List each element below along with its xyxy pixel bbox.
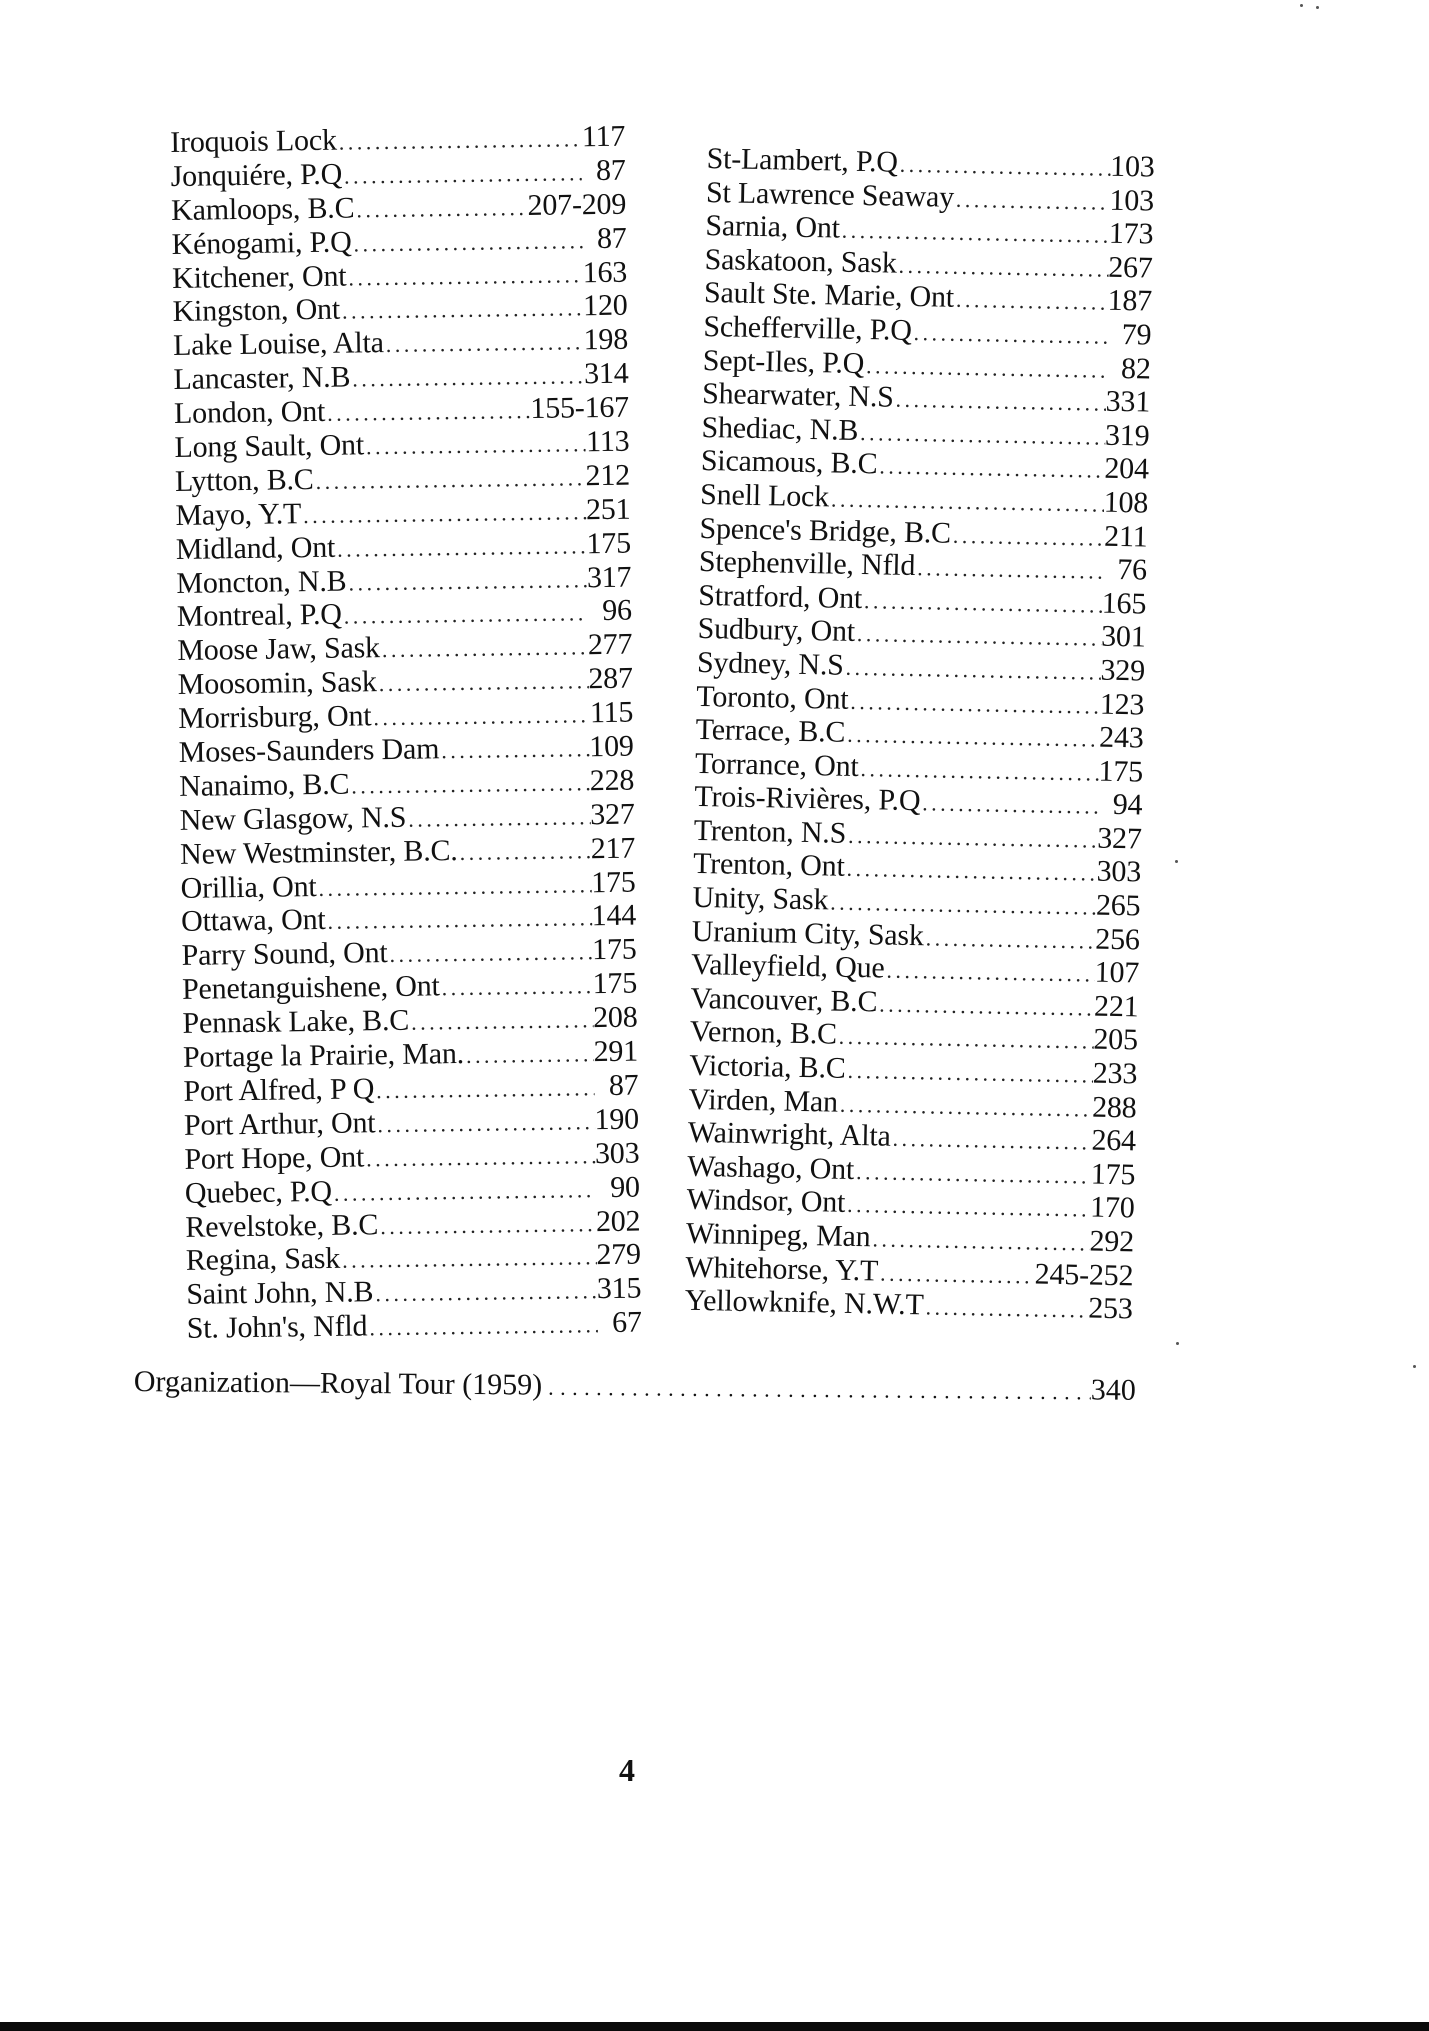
- dot-leader: [884, 954, 1095, 992]
- index-entry-name: Ottawa, Ont: [180, 903, 326, 939]
- index-entry-name: Kamloops, B.C: [170, 191, 355, 227]
- index-entry: [178, 696, 633, 736]
- index-entry: [186, 1238, 641, 1278]
- scan-speck: [1175, 860, 1178, 863]
- index-entry-page: 267: [1107, 250, 1153, 285]
- dot-leader: [342, 597, 589, 634]
- index-entry-page: 340: [1090, 1373, 1136, 1407]
- index-entry-name: Penetanguishene, Ont: [181, 969, 440, 1007]
- index-entry-page: 243: [1098, 720, 1144, 755]
- index-entry-page: 205: [1093, 1023, 1139, 1057]
- index-column-left: [170, 120, 642, 1346]
- dot-leader: [374, 1071, 595, 1108]
- index-entry-page: 117: [581, 119, 626, 154]
- index-entry-name: Saskatoon, Sask: [704, 242, 898, 280]
- dot-leader: [920, 787, 1099, 824]
- dot-leader: [349, 766, 590, 803]
- index-entry-name: Nanaimo, B.C: [178, 767, 350, 803]
- index-entry-page: 303: [1096, 855, 1142, 889]
- index-entry-page: 115: [589, 695, 634, 730]
- index-entry-name: Virden, Man: [688, 1082, 839, 1119]
- scan-speck: [1413, 1365, 1416, 1368]
- index-entry: [174, 391, 629, 431]
- index-entry-name: Kitchener, Ont: [171, 259, 347, 295]
- index-entry-name: Terrace, B.C: [695, 712, 846, 749]
- index-entry-name: Wainwright, Alta: [687, 1116, 891, 1153]
- index-entry-page: 67: [611, 1305, 642, 1340]
- dot-leader: [848, 684, 1100, 722]
- index-entry-name: Trenton, N.S: [693, 813, 847, 850]
- index-entry-name: Morrisburg, Ont: [178, 699, 372, 736]
- index-entry-name: Shearwater, N.S: [701, 377, 895, 414]
- index-entry-page: 94: [1112, 788, 1143, 822]
- index-entry: [184, 1102, 639, 1142]
- index-entry-page: 109: [589, 729, 634, 764]
- dot-leader: [843, 651, 1100, 690]
- index-entry-page: 256: [1095, 922, 1141, 957]
- index-entry-name: London, Ont: [173, 394, 326, 431]
- dot-leader: [845, 1054, 1093, 1092]
- index-entry-name: Unity, Sask: [692, 880, 829, 917]
- dot-leader: [877, 987, 1094, 1025]
- index-entry-name: Sept-Iles, P.Q: [702, 343, 865, 380]
- index-entry-page: 287: [588, 661, 633, 696]
- index-entry-page: 212: [585, 458, 631, 493]
- index-entry-page: 208: [592, 1000, 638, 1035]
- index-entry-name: Spence's Bridge, B.C: [699, 511, 952, 550]
- dot-leader: [890, 1122, 1092, 1159]
- index-entry-page: 317: [586, 560, 632, 594]
- page-number: 4: [619, 1752, 635, 1788]
- index-entry-name: Port Arthur, Ont: [183, 1106, 376, 1142]
- index-entry-name: Sudbury, Ont: [697, 612, 856, 649]
- dot-leader: [923, 921, 1095, 958]
- dot-leader: [409, 1003, 593, 1039]
- dot-leader: [870, 1222, 1090, 1260]
- index-entry-page: 291: [593, 1034, 639, 1069]
- index-entry-name: Moncton, N.B: [176, 564, 347, 600]
- index-entry: [177, 628, 632, 668]
- index-entry-page: 217: [590, 831, 636, 865]
- index-entry-name: Regina, Sask: [185, 1242, 341, 1278]
- index-entry-name: Mayo, Y.T: [175, 497, 302, 532]
- index-entry-page: 175: [586, 526, 632, 560]
- scan-speck: [1300, 4, 1303, 7]
- dot-leader: [384, 326, 584, 363]
- index-entry-page: 175: [591, 932, 637, 967]
- index-entry: [185, 1170, 640, 1210]
- index-entry-page: 331: [1105, 384, 1151, 419]
- index-entry-page: 314: [583, 356, 629, 391]
- index-entry-page: 187: [1107, 284, 1153, 318]
- dot-leader: [325, 394, 531, 431]
- index-entry-page: 173: [1108, 216, 1154, 251]
- index-entry-name: Kénogami, P.Q: [171, 225, 352, 261]
- index-entry-page: 79: [1121, 317, 1152, 352]
- dot-leader: [911, 316, 1107, 353]
- index-entry-name: Lake Louise, Alta: [172, 326, 384, 363]
- index-entry: [183, 1035, 638, 1075]
- dot-leader: [378, 1207, 596, 1244]
- index-entry-name: Toronto, Ont: [696, 679, 849, 716]
- index-entry-name: Lytton, B.C: [174, 462, 314, 498]
- index-entry-page: 277: [587, 627, 633, 662]
- dot-leader: [542, 1375, 1091, 1406]
- index-entry: [186, 1272, 641, 1312]
- index-entry-name: Moosomin, Sask: [177, 665, 377, 702]
- index-entry-page: 233: [1092, 1056, 1138, 1091]
- index-entry-name: Sarnia, Ont: [705, 209, 841, 245]
- dot-leader: [439, 969, 592, 1005]
- index-entry-page: 264: [1091, 1123, 1137, 1158]
- dot-leader: [340, 1241, 597, 1278]
- index-column-right: [684, 142, 1154, 1326]
- index-entry-name: Iroquois Lock: [170, 123, 337, 159]
- index-entry-name: St Lawrence Seaway: [705, 175, 955, 214]
- index-entry-page: 301: [1100, 619, 1146, 654]
- dot-leader: [893, 383, 1106, 421]
- index-entry-name: Kingston, Ont: [172, 293, 341, 329]
- dot-leader: [845, 718, 1100, 756]
- index-entry-name: Windsor, Ont: [686, 1183, 846, 1220]
- dot-leader: [855, 617, 1102, 655]
- index-entry-page: 315: [596, 1271, 642, 1306]
- index-entry-name: Parry Sound, Ont: [181, 936, 388, 973]
- index-entry-name: Whitehorse, Y.T: [685, 1250, 879, 1288]
- index-entry-page: 155-167: [530, 390, 630, 426]
- index-entry-page: 175: [1090, 1157, 1136, 1192]
- index-entry-name: Moose Jaw, Sask: [177, 631, 381, 668]
- dot-leader: [954, 283, 1108, 320]
- index-entry-page: 253: [1087, 1291, 1133, 1326]
- index-entry-page: 103: [1109, 183, 1155, 218]
- index-entry: [180, 865, 635, 905]
- index-entry-name: Vancouver, B.C: [690, 981, 878, 1019]
- index-entry: [176, 560, 631, 600]
- dot-leader: [915, 551, 1103, 588]
- index-entry-page: 165: [1101, 586, 1147, 621]
- index-entry: [170, 120, 625, 160]
- dot-leader: [346, 258, 583, 295]
- dot-leader: [301, 495, 586, 533]
- dot-leader: [846, 819, 1098, 857]
- index-entry-name: Quebec, P.Q: [184, 1174, 333, 1210]
- index-entry-page: 251: [585, 492, 631, 527]
- index-entry-name: Vernon, B.C: [689, 1015, 838, 1052]
- index-entry: [183, 1068, 638, 1108]
- index-entry-page: 82: [1120, 351, 1152, 386]
- index-entry-name: Jonquiére, P.Q: [170, 157, 343, 193]
- dot-leader: [464, 1037, 594, 1073]
- dot-leader: [325, 902, 592, 940]
- index-entry-page: 319: [1104, 418, 1150, 453]
- index-entry-page: 123: [1099, 687, 1145, 721]
- index-entry-name: Winnipeg, Man: [685, 1216, 871, 1254]
- index-entry-page: 265: [1095, 888, 1141, 923]
- index-entry-name: Sault Ste. Marie, Ont: [703, 276, 955, 315]
- index-entry-name: Uranium City, Sask: [691, 914, 925, 952]
- index-entry: [175, 492, 630, 532]
- index-entry-name: Port Alfred, P Q: [183, 1072, 375, 1108]
- index-entry-name: Port Hope, Ont: [184, 1140, 365, 1176]
- dot-leader: [844, 852, 1097, 890]
- dot-leader: [954, 182, 1110, 219]
- index-entry: [182, 967, 637, 1007]
- index-entry-name: Torrance, Ont: [694, 746, 859, 783]
- index-entry-name: Pennask Lake, B.C: [182, 1003, 410, 1041]
- index-entry: [179, 764, 634, 804]
- index-entry-name: Victoria, B.C: [688, 1048, 846, 1085]
- index-entry-page: 204: [1104, 452, 1150, 486]
- index-entry: [177, 594, 632, 634]
- index-entry-name: Orillia, Ont: [180, 869, 317, 905]
- index-entry: [175, 459, 630, 499]
- index-entry-page: 327: [1096, 821, 1143, 856]
- dot-leader: [354, 191, 528, 227]
- index-entry-page: 245-252: [1034, 1257, 1134, 1292]
- index-entry-name: Midland, Ont: [175, 530, 336, 566]
- index-entry: [172, 255, 627, 295]
- dot-leader: [346, 563, 587, 600]
- dot-leader: [316, 868, 591, 906]
- index-entry-name: New Glasgow, N.S: [179, 800, 407, 837]
- index-entry-page: 221: [1093, 989, 1139, 1024]
- index-entry: [179, 730, 634, 770]
- dot-leader: [439, 732, 590, 768]
- index-entry: [172, 289, 627, 329]
- index-entry: [185, 1204, 640, 1244]
- index-entry-name: Snell Lock: [699, 477, 830, 514]
- dot-leader: [854, 1155, 1091, 1193]
- dot-leader: [406, 800, 591, 836]
- index-entry-page: 103: [1109, 149, 1155, 184]
- dot-leader: [376, 664, 588, 701]
- index-entry-page: 292: [1089, 1224, 1135, 1259]
- index-entry: [176, 526, 631, 566]
- index-entry-page: 120: [582, 289, 628, 323]
- index-entry-name: Valleyfield, Que: [690, 948, 885, 985]
- index-entry-name: New Westminster, B.C.: [179, 833, 458, 871]
- index-entry: [171, 187, 626, 227]
- dot-leader: [845, 1188, 1091, 1226]
- index-entry-name: Revelstoke, B.C: [185, 1207, 379, 1244]
- index-entry-page: 211: [1103, 519, 1148, 554]
- dot-leader: [367, 1308, 598, 1345]
- index-entry: [187, 1306, 642, 1346]
- index-entry-name: Sydney, N.S: [696, 645, 845, 682]
- index-entry: [184, 1136, 639, 1176]
- index-entry: [173, 323, 628, 363]
- index-entry-name: Stephenville, Nfld: [698, 545, 916, 583]
- index-entry: [180, 831, 635, 871]
- index-entry: [171, 221, 626, 261]
- dot-leader: [864, 349, 1107, 387]
- index-entry-name: Moses-Saunders Dam: [178, 732, 440, 769]
- index-entry-name: Schefferville, P.Q: [703, 309, 913, 347]
- dot-leader: [951, 518, 1104, 555]
- index-entry-page: 327: [590, 797, 635, 832]
- dot-leader: [457, 834, 591, 870]
- dot-leader: [337, 122, 582, 159]
- index-entry-page: 202: [595, 1204, 641, 1238]
- scan-speck: [1316, 6, 1319, 9]
- index-entry-page: 113: [585, 424, 630, 459]
- dot-leader: [373, 1274, 597, 1311]
- index-entry-page: 279: [596, 1237, 642, 1272]
- index-entry-page: 198: [583, 322, 629, 357]
- index-entry: [179, 797, 634, 837]
- index-entry-name: Washago, Ont: [687, 1149, 855, 1186]
- index-entry: [174, 425, 629, 465]
- index-entry-page: 96: [601, 594, 633, 628]
- index-entry-page: 87: [596, 221, 627, 255]
- dot-leader: [335, 529, 587, 566]
- index-footer-entry: [134, 1365, 1136, 1408]
- index-entry-page: 175: [592, 966, 638, 1001]
- index-entry: [182, 1001, 637, 1041]
- index-entry-name: Portage la Prairie, Man.: [182, 1037, 465, 1074]
- index-entry-name: Organization—Royal Tour (1959): [133, 1365, 543, 1402]
- index-entry-name: Montreal, P.Q: [176, 598, 342, 634]
- index-entry-page: 90: [610, 1170, 641, 1204]
- dot-leader: [836, 1020, 1093, 1059]
- index-entry-name: St-Lambert, P.Q: [706, 142, 899, 179]
- index-entry-name: Sicamous, B.C: [700, 444, 878, 481]
- index-entry-name: Trois-Rivières, P.Q: [694, 780, 921, 818]
- dot-leader: [351, 224, 583, 261]
- dot-leader: [387, 936, 592, 973]
- index-entry-name: Shediac, N.B: [701, 410, 859, 447]
- dot-leader: [340, 292, 584, 329]
- index-entry-page: 170: [1089, 1190, 1135, 1225]
- scan-border-bottom: [0, 2022, 1429, 2031]
- index-entry: [181, 933, 636, 973]
- index-entry-page: 108: [1103, 485, 1149, 520]
- index-entry-page: 329: [1100, 653, 1146, 688]
- dot-leader: [380, 631, 588, 668]
- index-entry-page: 163: [582, 255, 628, 289]
- dot-leader: [858, 416, 1105, 454]
- dot-leader: [313, 461, 585, 499]
- index-entry-name: Lancaster, N.B: [173, 360, 351, 397]
- index-entry-page: 190: [594, 1102, 640, 1136]
- dot-leader: [364, 1139, 595, 1176]
- dot-leader: [862, 584, 1102, 622]
- index-entry-page: 76: [1116, 553, 1148, 587]
- index-entry-name: Yellowknife, N.W.T: [684, 1283, 924, 1322]
- index-entry-page: 87: [595, 153, 626, 187]
- index-entry-name: Trenton, Ont: [692, 847, 845, 884]
- index-entry-page: 228: [589, 763, 635, 798]
- index-entry: [178, 662, 633, 702]
- dot-leader: [364, 427, 586, 464]
- dot-leader: [332, 1173, 597, 1211]
- dot-leader: [375, 1105, 595, 1142]
- index-entry-page: 175: [1098, 754, 1144, 789]
- dot-leader: [923, 1291, 1088, 1328]
- index-entry-name: Stratford, Ont: [697, 578, 863, 615]
- scan-speck: [1176, 1342, 1179, 1345]
- index-entry-name: St. John's, Nfld: [186, 1309, 368, 1346]
- dot-leader: [877, 450, 1105, 488]
- index-entry-page: 288: [1091, 1090, 1137, 1125]
- index-entry-name: Saint John, N.B: [186, 1275, 374, 1312]
- index-entry-page: 207-209: [527, 187, 627, 222]
- index-entry-page: 303: [594, 1136, 640, 1170]
- index-entry-page: 87: [608, 1068, 639, 1102]
- index-entry-page: 144: [591, 899, 637, 933]
- index-entry-page: 107: [1094, 955, 1140, 990]
- index-entry: [181, 899, 636, 939]
- index-entry-name: Long Sault, Ont: [174, 428, 365, 464]
- index-entry-page: 175: [590, 865, 636, 899]
- dot-leader: [371, 698, 589, 735]
